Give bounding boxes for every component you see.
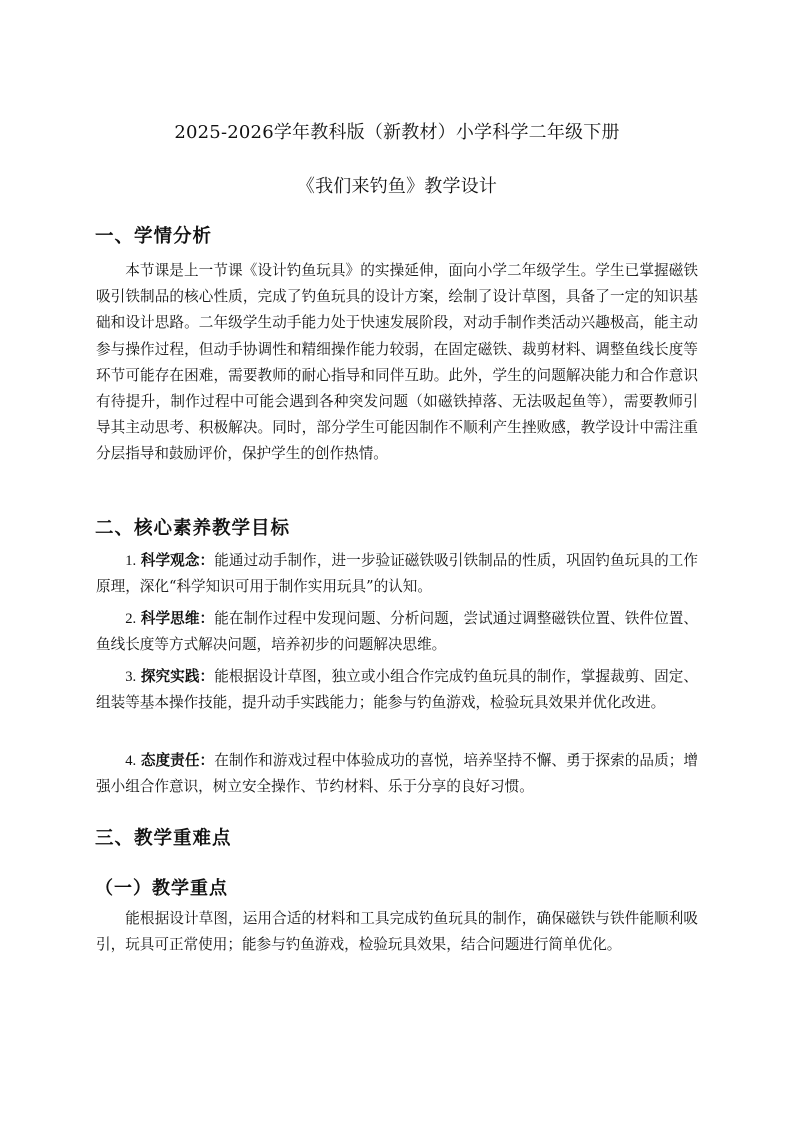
objective-text: 在制作和游戏过程中体验成功的喜悦，培养坚持不懈、勇于探索的品质；增强小组合作意识，树立安全操作、节约材料、乐于分享的良好习惯。 [96,752,698,796]
objective-item: 3. 探究实践：能根据设计草图，独立或小组合作完成钓鱼玩具的制作，掌握裁剪、固定、组装等基本操作技能，提升动手实践能力；能参与钓鱼游戏，检验玩具效果并优化改进。 [96,668,698,712]
objective-text: 能在制作过程中发现问题、分析问题，尝试通过调整磁铁位置、铁件位置、鱼线长度等方式解决问题，培养初步的问题解决思维。 [96,610,698,654]
subsection-heading-teaching-focus: （一）教学重点 [95,878,228,899]
objective-label: 科学观念： [140,552,215,569]
objective-label: 科学思维： [140,610,215,627]
document-subtitle: 《我们来钓鱼》教学设计 [296,176,498,197]
objective-label: 探究实践： [140,668,215,685]
objective-item: 4. 态度责任：在制作和游戏过程中体验成功的喜悦，培养坚持不懈、勇于探索的品质；增强小组合作意识，树立安全操作、节约材料、乐于分享的良好习惯。 [96,752,698,796]
section-heading-learning-analysis: 一、学情分析 [95,226,213,247]
objective-label: 态度责任： [140,752,215,769]
objective-text: 能根据设计草图，独立或小组合作完成钓鱼玩具的制作，掌握裁剪、固定、组装等基本操作技能，提升动手实践能力；能参与钓鱼游戏，检验玩具效果并优化改进。 [96,668,698,712]
section-heading-objectives: 二、核心素养教学目标 [95,518,291,539]
learning-analysis-paragraph: 本节课是上一节课《设计钓鱼玩具》的实操延伸，面向小学二年级学生。学生已掌握磁铁吸引铁制品的核心性质，完成了钓鱼玩具的设计方案，绘制了设计草图，具备了一定的知识基础和设计思路。二年级学生动手能力处于快速发展阶段，对动手制作类活动兴趣极高，能主动参与操作过程，但动手协调性和精细操作能力较弱，在固定磁铁、裁剪材料、调整鱼线长度等环节可能存在困难，需要教师的耐心指导和同伴互助。此外，学生的问题解决能力和合作意识有待提升，制作过程中可能会遇到各种突发问题（如磁铁掉落、无法吸起鱼等），需要教师引导其主动思考、积极解决。同时，部分学生可能因制作不顺利产生挫败感，教学设计中需注重分层指导和鼓励评价，保护学生的创作热情。 [96,262,698,463]
objective-text: 能通过动手制作，进一步验证磁铁吸引铁制品的性质，巩固钓鱼玩具的工作原理，深化“科学知识可用于制作实用玩具”的认知。 [96,552,698,596]
section-heading-key-points: 三、教学重难点 [95,828,232,849]
objective-item: 2. 科学思维：能在制作过程中发现问题、分析问题，尝试通过调整磁铁位置、铁件位置、鱼线长度等方式解决问题，培养初步的问题解决思维。 [96,610,698,654]
teaching-focus-paragraph: 能根据设计草图，运用合适的材料和工具完成钓鱼玩具的制作，确保磁铁与铁件能顺利吸引，玩具可正常使用；能参与钓鱼游戏，检验玩具效果，结合问题进行简单优化。 [96,910,698,954]
document-title: 2025-2026学年教科版（新教材）小学科学二年级下册 [174,122,620,143]
objective-item: 1. 科学观念：能通过动手制作，进一步验证磁铁吸引铁制品的性质，巩固钓鱼玩具的工作原理，深化“科学知识可用于制作实用玩具”的认知。 [96,552,698,596]
